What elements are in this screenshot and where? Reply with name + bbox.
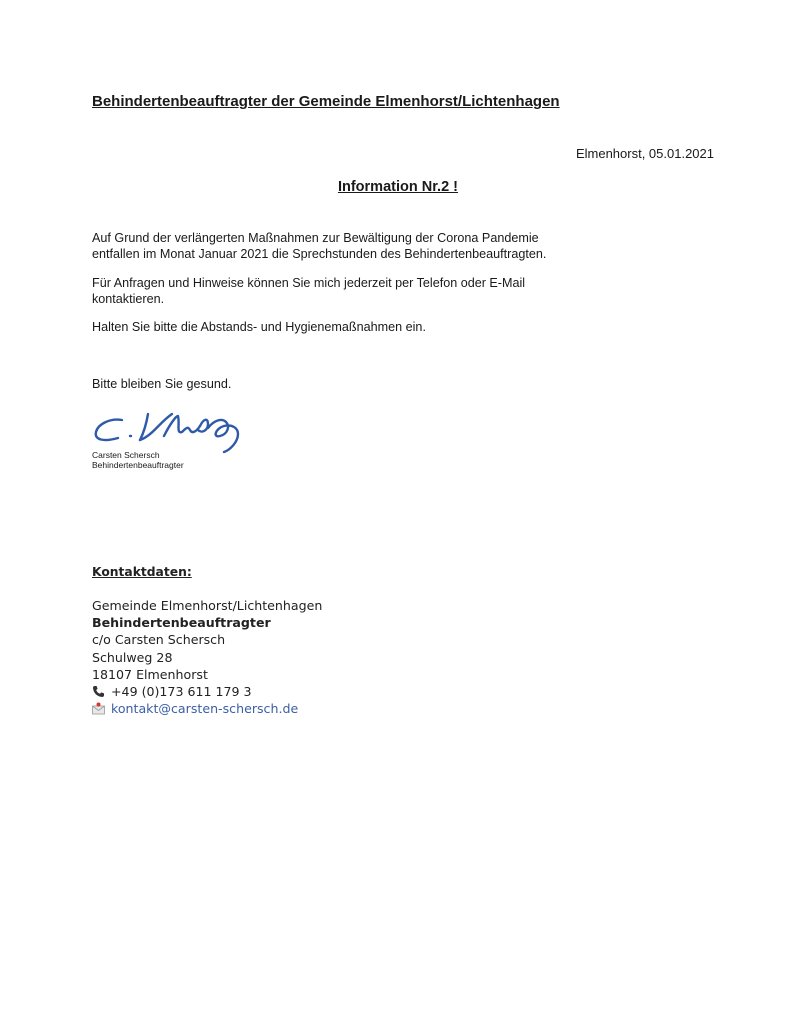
- signatory-name: Carsten Schersch: [92, 450, 160, 460]
- contact-phone: +49 (0)173 611 179 3: [111, 684, 252, 700]
- signatory-role: Behindertenbeauftragter: [92, 460, 184, 470]
- contact-role: Behindertenbeauftragter: [92, 615, 271, 631]
- paragraph-line: entfallen im Monat Januar 2021 die Sprechstunden des Behindertenbeauftragten.: [92, 247, 547, 261]
- contact-email-link[interactable]: kontakt@carsten-schersch.de: [111, 701, 299, 717]
- signature-caption: [92, 450, 184, 470]
- document-header-title: Behindertenbeauftragter der Gemeinde Elmenhorst/Lichtenhagen: [92, 93, 560, 110]
- contact-city: 18107 Elmenhorst: [92, 666, 208, 682]
- paragraph-line: Für Anfragen und Hinweise können Sie mich jederzeit per Telefon oder E-Mail: [92, 276, 526, 290]
- contact-heading: Kontaktdaten:: [92, 565, 192, 579]
- mail-icon: [92, 702, 105, 715]
- date-line: Elmenhorst, 05.01.2021: [575, 146, 714, 161]
- contact-care-of: c/o Carsten Schersch: [92, 632, 226, 648]
- paragraph-hygiene: Halten Sie bitte die Abstands- und Hygienemaßnahmen ein.: [92, 320, 426, 334]
- paragraph-cancellation: [92, 230, 592, 262]
- contact-email-row: [92, 700, 322, 717]
- paragraph-line: kontaktieren.: [92, 292, 165, 306]
- handwritten-signature: [92, 406, 248, 454]
- phone-icon: [92, 685, 105, 698]
- contact-street: Schulweg 28: [92, 649, 173, 665]
- contact-phone-row: [92, 683, 322, 700]
- paragraph-line: Auf Grund der verlängerten Maßnahmen zur Bewältigung der Corona Pandemie: [92, 231, 539, 245]
- closing-line: Bitte bleiben Sie gesund.: [92, 377, 232, 391]
- contact-block: [92, 597, 322, 717]
- information-title: Information Nr.2 !: [337, 179, 459, 195]
- paragraph-contact-request: [92, 275, 592, 307]
- contact-org: Gemeinde Elmenhorst/Lichtenhagen: [92, 598, 323, 613]
